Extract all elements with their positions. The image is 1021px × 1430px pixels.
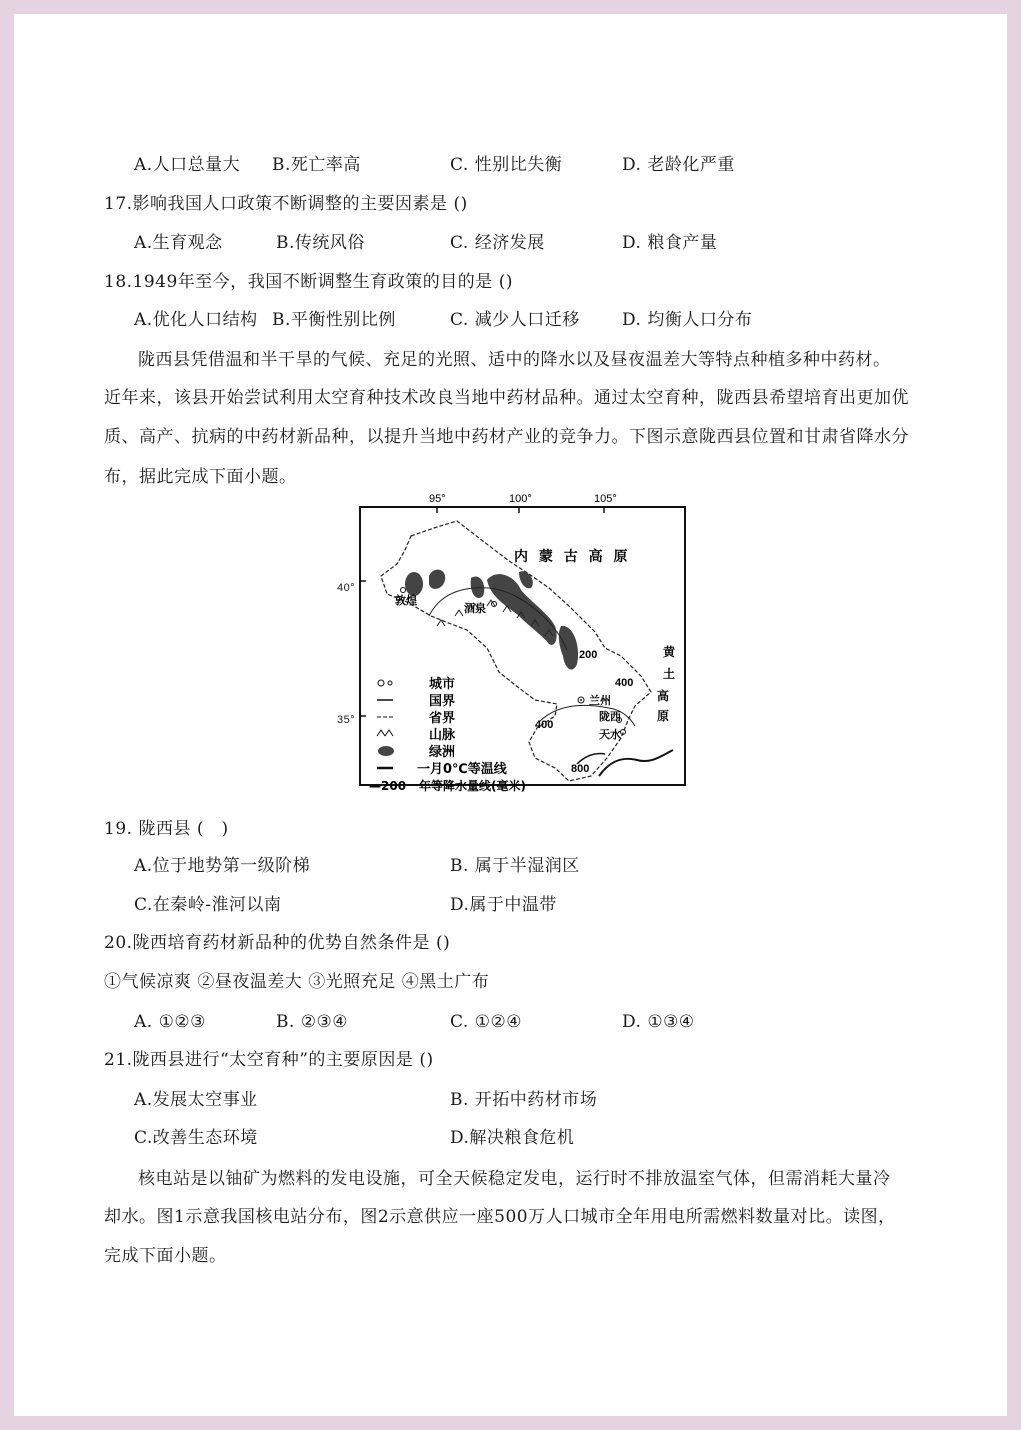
city-label: 酒泉 — [464, 602, 486, 615]
q19-option-b[interactable]: B. 属于半湿润区 — [450, 856, 580, 876]
q19-stem: 19. 陇西县 ( ) — [104, 819, 229, 839]
q18-option-d[interactable]: D. 均衡人口分布 — [622, 310, 753, 330]
legend-item: 年等降水量线(毫米) — [419, 779, 526, 793]
q17-option-a[interactable]: A.生育观念 — [134, 233, 223, 253]
q20-option-a[interactable]: A. ①②③ — [134, 1012, 206, 1032]
passage1-line: 布，据此完成下面小题。 — [104, 467, 297, 487]
lat-label: 35° — [337, 714, 356, 726]
passage2-line: 完成下面小题。 — [104, 1246, 227, 1266]
isohyet-value: 400 — [535, 719, 554, 731]
isohyet-value: 200 — [579, 649, 598, 661]
region-label-loess: 土 — [663, 667, 676, 681]
oasis — [405, 572, 423, 596]
passage1-line: 质、高产、抗病的中药材新品种，以提升当地中药材产业的竞争力。下图示意陇西县位置和甘肃省降水分 — [104, 427, 909, 447]
legend-item: —200 — [369, 779, 407, 793]
legend-item: 一月0℃等温线 — [417, 762, 507, 777]
region-label-mongolia: 内 蒙 古 高 原 — [514, 549, 631, 565]
q16-option-c[interactable]: C. 性别比失衡 — [450, 155, 563, 175]
q18-stem: 18.1949年至今，我国不断调整生育政策的目的是 () — [104, 272, 513, 292]
region-label-loess: 原 — [657, 709, 670, 723]
q21-option-b[interactable]: B. 开拓中药材市场 — [450, 1090, 598, 1110]
lon-label: 100° — [509, 493, 532, 505]
q16-option-a[interactable]: A.人口总量大 — [134, 155, 241, 175]
region-label-loess: 黄 — [663, 645, 676, 659]
q18-option-b[interactable]: B.平衡性别比例 — [272, 310, 396, 330]
q21-option-c[interactable]: C.改善生态环境 — [134, 1128, 258, 1148]
q21-option-a[interactable]: A.发展太空事业 — [134, 1090, 258, 1110]
legend-item: 省界 — [429, 711, 456, 726]
q17-option-b[interactable]: B.传统风俗 — [276, 233, 365, 253]
city-label: 陇西 — [599, 710, 621, 723]
map-shape — [378, 746, 394, 756]
q20-stem: 20.陇西培育药材新品种的优势自然条件是 () — [104, 933, 451, 953]
q20-option-b[interactable]: B. ②③④ — [276, 1012, 349, 1032]
q20-option-d[interactable]: D. ①③④ — [622, 1012, 695, 1032]
passage2-line: 核电站是以铀矿为燃料的发电设施，可全天候稳定发电，运行时不排放温室气体，但需消耗大量冷 — [138, 1169, 891, 1189]
city-label: 天水 — [599, 728, 621, 741]
q18-option-c[interactable]: C. 减少人口迁移 — [450, 310, 580, 330]
q17-option-d[interactable]: D. 粮食产量 — [622, 233, 718, 253]
exam-page — [14, 14, 1007, 1416]
lat-label: 40° — [337, 582, 356, 594]
passage2-line: 却水。图1示意我国核电站分布，图2示意供应一座500万人口城市全年用电所需燃料数量对比。读图， — [104, 1207, 896, 1227]
q19-option-d[interactable]: D.属于中温带 — [450, 895, 557, 915]
lon-label: 105° — [594, 493, 617, 505]
q20-option-c[interactable]: C. ①②④ — [450, 1012, 522, 1032]
q17-option-c[interactable]: C. 经济发展 — [450, 233, 545, 253]
legend-item: 绿洲 — [429, 745, 456, 760]
q19-option-a[interactable]: A.位于地势第一级阶梯 — [134, 856, 311, 876]
q16-option-b[interactable]: B.死亡率高 — [272, 155, 361, 175]
lon-label: 95° — [429, 493, 446, 505]
city-label: 敦煌 — [395, 594, 417, 607]
q20-items: ①气候凉爽 ②昼夜温差大 ③光照充足 ④黑土广布 — [104, 972, 490, 992]
q19-option-c[interactable]: C.在秦岭-淮河以南 — [134, 895, 282, 915]
q18-option-a[interactable]: A.优化人口结构 — [134, 310, 258, 330]
passage1-line: 近年来，该县开始尝试利用太空育种技术改良当地中药材品种。通过太空育种，陇西县希望培育出更加优 — [104, 388, 909, 408]
city-marker — [580, 699, 582, 701]
legend-item: 国界 — [429, 694, 456, 709]
legend-item: 山脉 — [429, 728, 456, 743]
city-label: 兰州 — [589, 694, 611, 707]
gansu-precipitation-map — [359, 493, 686, 793]
q21-stem: 21.陇西县进行“太空育种”的主要原因是 () — [104, 1050, 434, 1070]
region-label-loess: 高 — [657, 689, 670, 703]
legend-item: 城市 — [429, 677, 456, 692]
passage1-line: 陇西县凭借温和半干旱的气候、充足的光照、适中的降水以及昼夜温差大等特点种植多种中药材。 — [138, 350, 891, 370]
q21-option-d[interactable]: D.解决粮食危机 — [450, 1128, 575, 1148]
q17-stem: 17.影响我国人口政策不断调整的主要因素是 () — [104, 194, 468, 214]
isohyet-value: 800 — [571, 763, 590, 775]
isohyet-value: 400 — [615, 677, 634, 689]
q16-option-d[interactable]: D. 老龄化严重 — [622, 155, 735, 175]
